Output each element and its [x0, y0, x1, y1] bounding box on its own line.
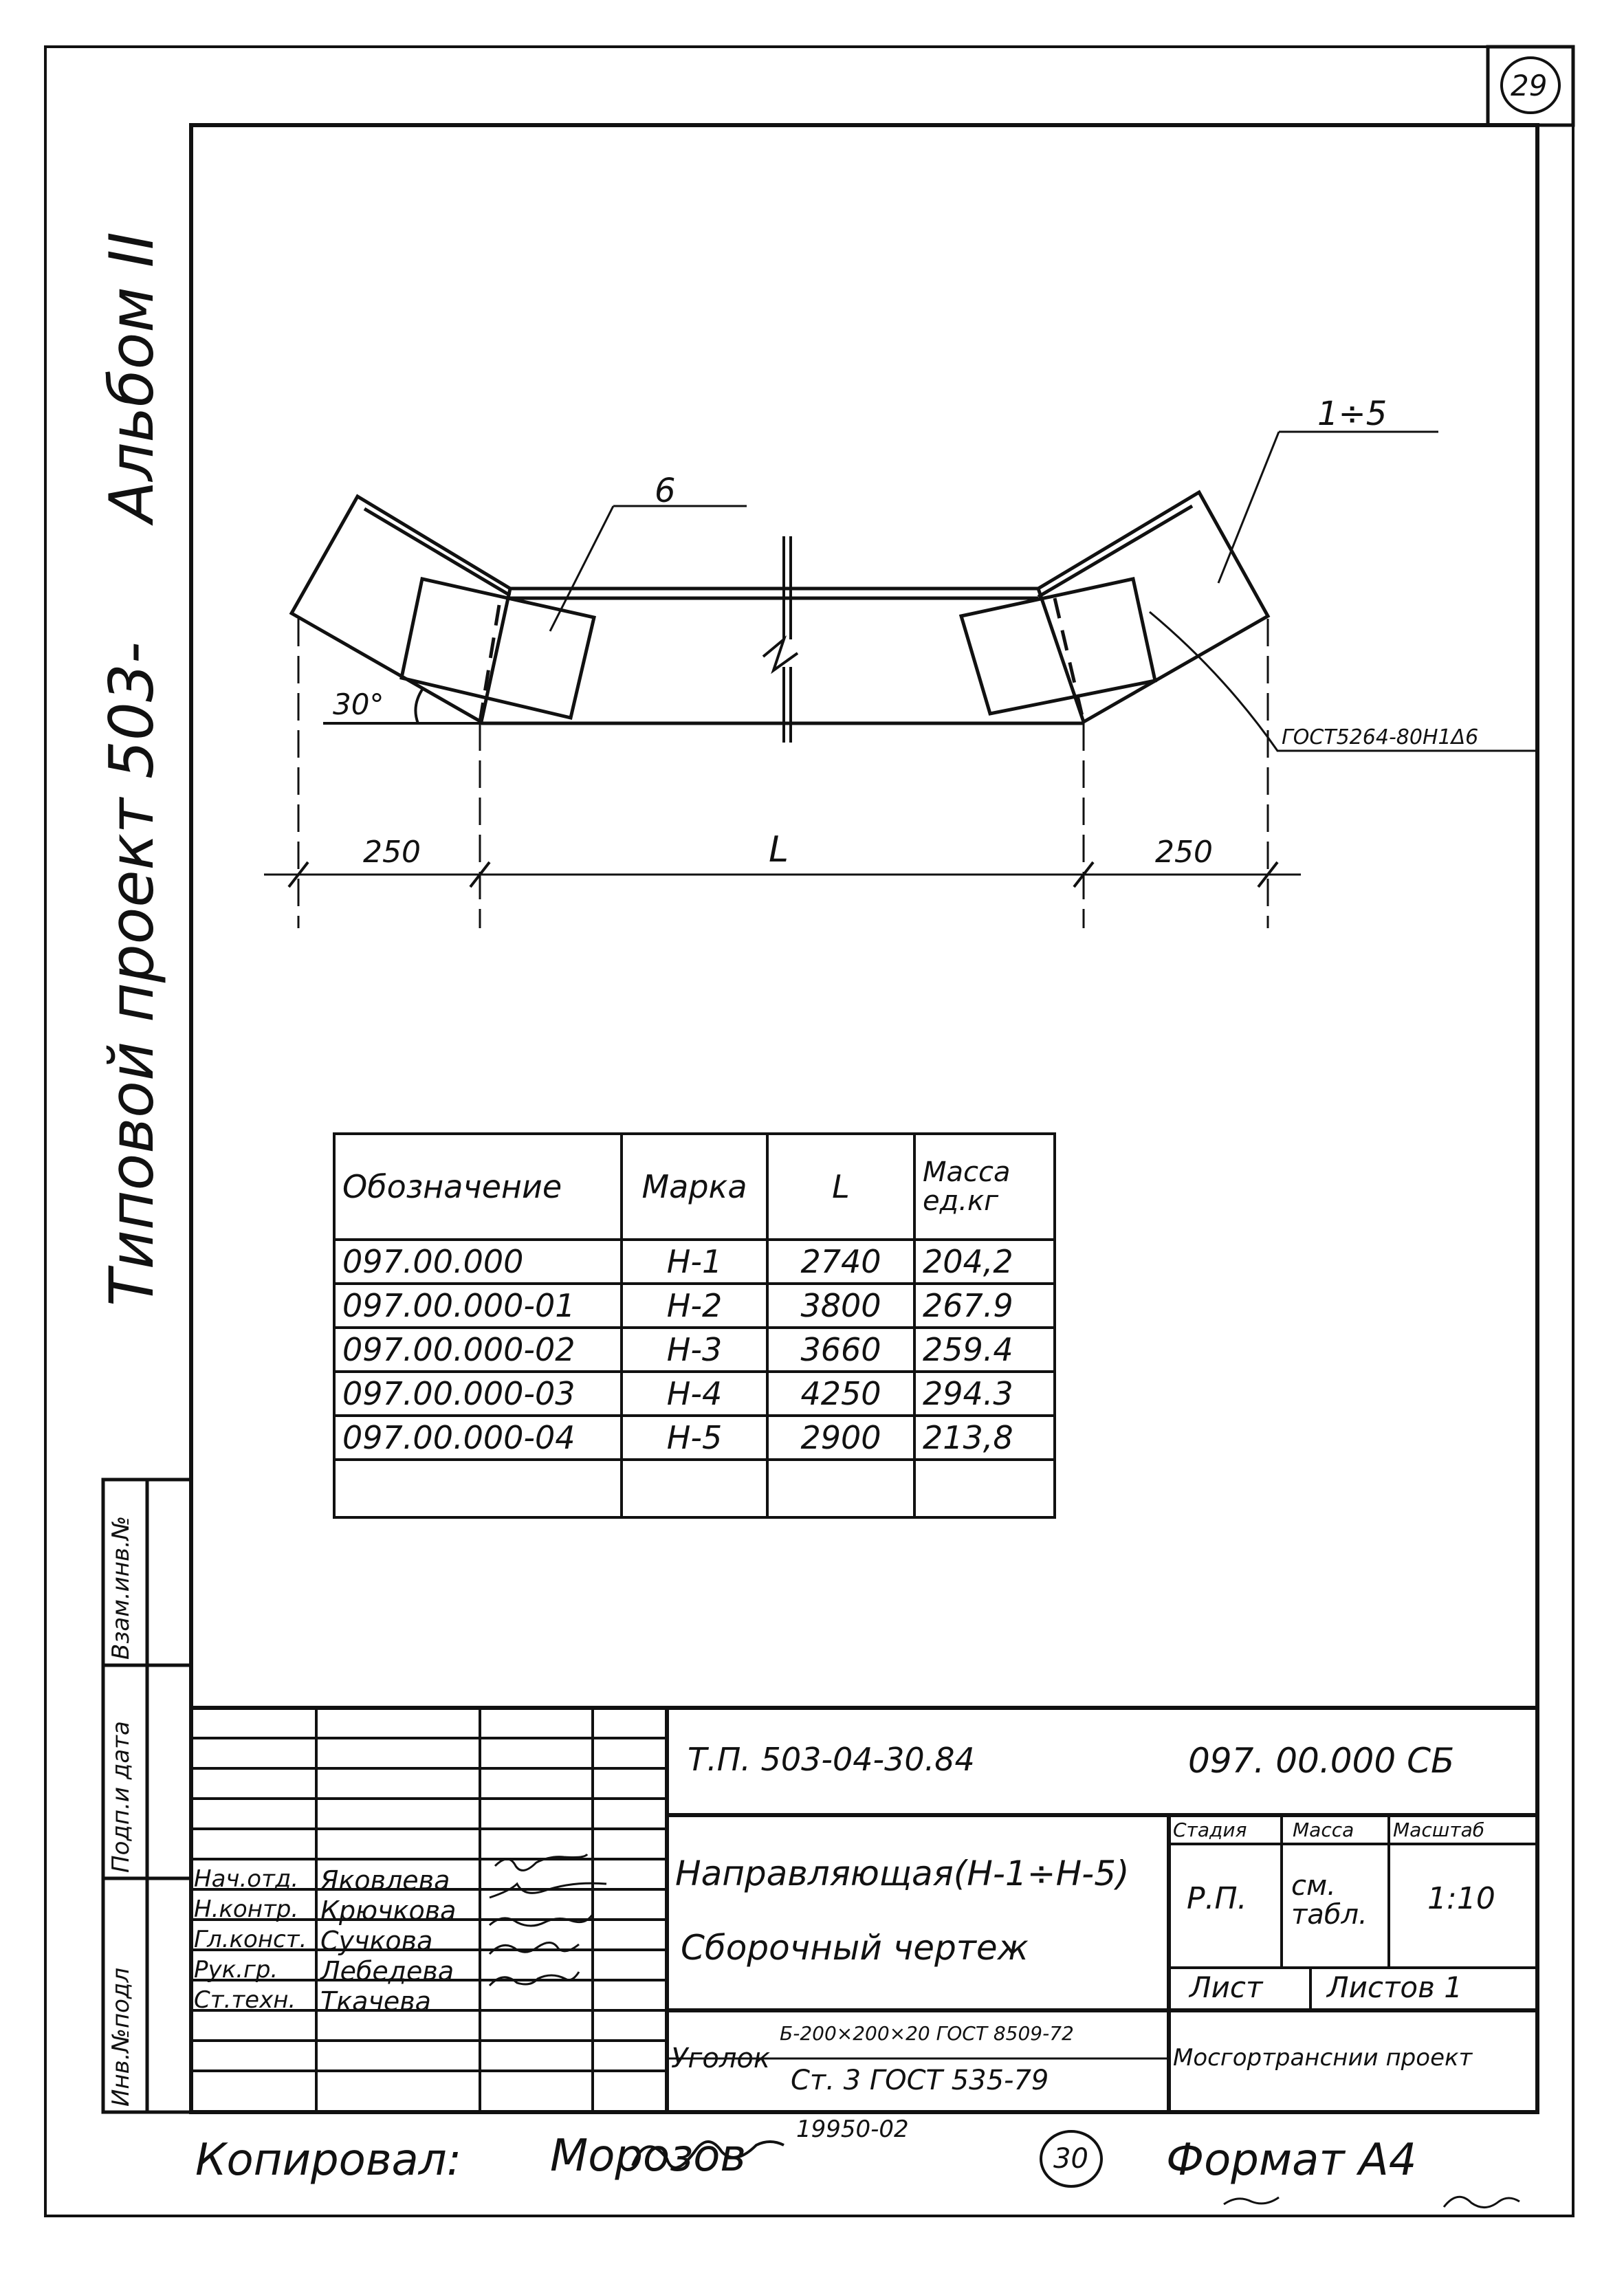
material-profile: Б-200×200×20 ГОСТ 8509-72	[780, 2022, 1074, 2045]
role-4: Рук.гр.	[194, 1956, 278, 1984]
organization: Мосгортранснии проект	[1173, 2044, 1473, 2072]
cell-designation: 097.00.000-03	[334, 1372, 622, 1416]
cell-mark: Н-3	[622, 1328, 767, 1372]
drawing-name: Направляющая(Н-1÷Н-5)	[675, 1854, 1130, 1893]
cell-designation: 097.00.000-01	[334, 1284, 622, 1328]
cell-mark	[622, 1460, 767, 1517]
side-album-title: Альбом II	[96, 232, 167, 523]
stamp-signature-date-label: Подп.и дата	[107, 1721, 135, 1873]
cell-designation	[334, 1460, 622, 1517]
cell-length	[767, 1460, 914, 1517]
table-row	[334, 1328, 1055, 1372]
side-project-title: Типовой проект 503-	[96, 641, 167, 1306]
sheets-label: Листов 1	[1327, 1970, 1462, 2004]
mass-value: см. табл.	[1291, 1870, 1368, 1931]
order-number: 19950-02	[796, 2116, 909, 2143]
header-mass: Масса ед.кг	[914, 1134, 1055, 1240]
angle-label: 30°	[333, 688, 384, 721]
table-row	[334, 1416, 1055, 1460]
cell-mark: Н-2	[622, 1284, 767, 1328]
table-row	[334, 1372, 1055, 1416]
role-3: Гл.конст.	[194, 1926, 307, 1953]
specification-table	[333, 1132, 1056, 1519]
table-row	[334, 1240, 1055, 1284]
table-row	[334, 1284, 1055, 1328]
cell-length: 2740	[767, 1240, 914, 1284]
name-1: Яковлева	[320, 1865, 450, 1896]
cell-designation: 097.00.000-02	[334, 1328, 622, 1372]
name-3: Сучкова	[320, 1926, 433, 1956]
page-circle-number: 30	[1053, 2143, 1088, 2175]
cell-length: 2900	[767, 1416, 914, 1460]
stamp-replace-inventory-label: Взам.инв.№	[107, 1515, 135, 1660]
cell-length: 3660	[767, 1328, 914, 1372]
cell-mass: 267.9	[914, 1284, 1055, 1328]
dimension-left: 250	[363, 835, 421, 870]
role-5: Ст.техн.	[194, 1986, 296, 2014]
stamp-inventory-label: Инв.№подл	[107, 1967, 135, 2107]
scale-header: Масштаб	[1393, 1819, 1485, 1841]
copied-name: Морозов	[550, 2131, 747, 2182]
table-header-row	[334, 1134, 1055, 1240]
cell-designation: 097.00.000-04	[334, 1416, 622, 1460]
drawing-type: Сборочный чертеж	[681, 1928, 1029, 1968]
header-length: L	[767, 1134, 914, 1240]
role-1: Нач.отд.	[194, 1865, 299, 1893]
copied-label: Копировал:	[195, 2135, 462, 2186]
cell-length: 3800	[767, 1284, 914, 1328]
sheet-label: Лист	[1189, 1970, 1263, 2004]
cell-mark: Н-4	[622, 1372, 767, 1416]
cell-mass: 294.3	[914, 1372, 1055, 1416]
name-5: Ткачева	[320, 1986, 431, 2017]
header-mark: Марка	[622, 1134, 767, 1240]
project-code: Т.П. 503-04-30.84	[688, 1741, 975, 1778]
cell-mass	[914, 1460, 1055, 1517]
cell-length: 4250	[767, 1372, 914, 1416]
bottom-initials	[1224, 2197, 1519, 2207]
cell-mark: Н-5	[622, 1416, 767, 1460]
dimension-center: L	[769, 829, 789, 870]
mass-header: Масса	[1293, 1819, 1354, 1841]
name-4: Лебедева	[320, 1956, 454, 1986]
stage-header: Стадия	[1173, 1819, 1247, 1841]
cell-designation: 097.00.000	[334, 1240, 622, 1284]
cell-mass: 204,2	[914, 1240, 1055, 1284]
material-label: Уголок	[671, 2043, 771, 2074]
name-2: Крючкова	[320, 1896, 457, 1926]
callout-6: 6	[655, 472, 676, 510]
dimension-right: 250	[1155, 835, 1213, 870]
stage-value: Р.П.	[1187, 1881, 1247, 1916]
sheet-number: 29	[1511, 69, 1548, 102]
scale-value: 1:10	[1427, 1881, 1495, 1916]
header-designation: Обозначение	[334, 1134, 622, 1240]
table-row	[334, 1460, 1055, 1517]
role-2: Н.контр.	[194, 1896, 299, 1923]
weld-label: ГОСТ5264-80Н1Δ6	[1282, 725, 1479, 749]
cell-mass: 213,8	[914, 1416, 1055, 1460]
material-steel: Ст. 3 ГОСТ 535-79	[791, 2065, 1049, 2096]
cell-mark: Н-1	[622, 1240, 767, 1284]
callout-1-5: 1÷5	[1317, 395, 1387, 433]
part-geometry	[264, 432, 1537, 928]
cell-mass: 259.4	[914, 1328, 1055, 1372]
document-code: 097. 00.000 СБ	[1188, 1741, 1455, 1781]
format-label: Формат А4	[1166, 2135, 1417, 2186]
